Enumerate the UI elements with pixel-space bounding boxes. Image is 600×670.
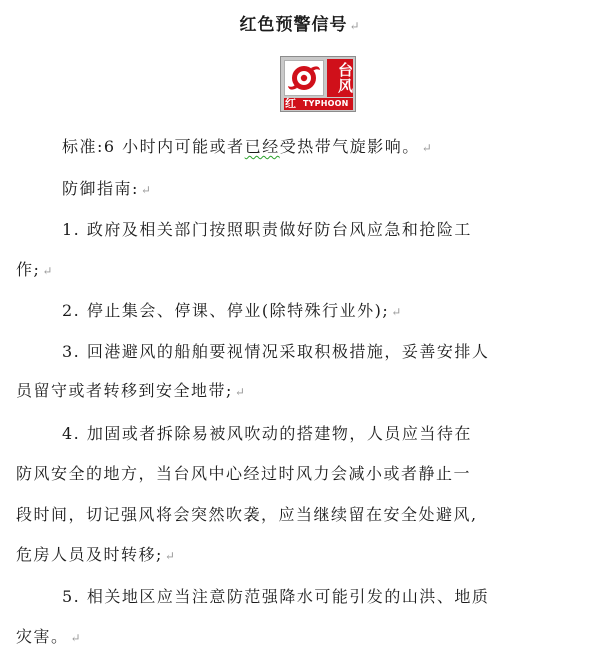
paragraph-mark: ↵: [140, 183, 153, 197]
typhoon-label: 台风: [327, 59, 353, 97]
line-text: 2. 停止集会、停课、停业(除特殊行业外);: [62, 301, 390, 320]
text-line: [16, 505, 478, 525]
english-label: TYPHOON: [303, 99, 349, 108]
paragraph-mark: ↵: [421, 141, 434, 155]
paragraph-mark: ↵: [164, 549, 177, 563]
text-line: [62, 587, 489, 607]
line-text: 防风安全的地方，当台风中心经过时风力会减小或者静止一: [16, 464, 472, 483]
paragraph-mark: ↵: [391, 305, 403, 319]
paragraph-mark: ↵: [70, 631, 83, 645]
text-line: [62, 342, 489, 362]
text-line: [16, 627, 82, 648]
line-text: 4. 加固或者拆除易被风吹动的搭建物，人员应当待在: [62, 424, 472, 443]
level-label: 红: [285, 97, 296, 110]
text-line: [62, 424, 472, 444]
text-line: [62, 220, 472, 240]
line-text: 危房人员及时转移;: [16, 545, 163, 564]
text-line: [16, 464, 471, 484]
page-title: [0, 10, 600, 35]
title-text: 红色预警信号: [239, 15, 348, 35]
standard-text-after: 受热带气旋影响。: [279, 137, 420, 156]
line-text: 1. 政府及相关部门按照职责做好防台风应急和抢险工: [62, 220, 472, 239]
line-text: 作;: [16, 260, 41, 279]
line-text: 员留守或者转移到安全地带;: [16, 381, 233, 400]
text-line: [16, 260, 54, 281]
standard-text-underlined: 已经: [244, 137, 280, 156]
typhoon-swirl-icon: [287, 62, 321, 94]
line-text: 段时间，切记强风将会突然吹袭，应当继续留在安全处避风,: [16, 505, 478, 524]
paragraph-mark: ↵: [42, 264, 54, 278]
standard-label: 标准:: [62, 137, 104, 156]
typhoon-red-warning-icon: [280, 56, 356, 112]
guide-heading-text: 防御指南:: [62, 179, 139, 198]
guide-heading: [62, 179, 152, 200]
line-text: 5. 相关地区应当注意防范强降水可能引发的山洪、地质: [62, 587, 490, 606]
typhoon-logo-box: [284, 60, 324, 96]
text-line: [62, 301, 403, 322]
line-text: 3. 回港避风的船舶要视情况采取积极措施，妥善安排人: [62, 342, 490, 361]
paragraph-mark: ↵: [349, 19, 361, 33]
standard-line: [62, 137, 433, 158]
line-text: 灾害。: [16, 627, 69, 646]
paragraph-mark: ↵: [234, 385, 247, 399]
text-line: [16, 545, 176, 566]
standard-text-before: 6 小时内可能或者: [103, 137, 245, 156]
text-line: [16, 381, 246, 402]
